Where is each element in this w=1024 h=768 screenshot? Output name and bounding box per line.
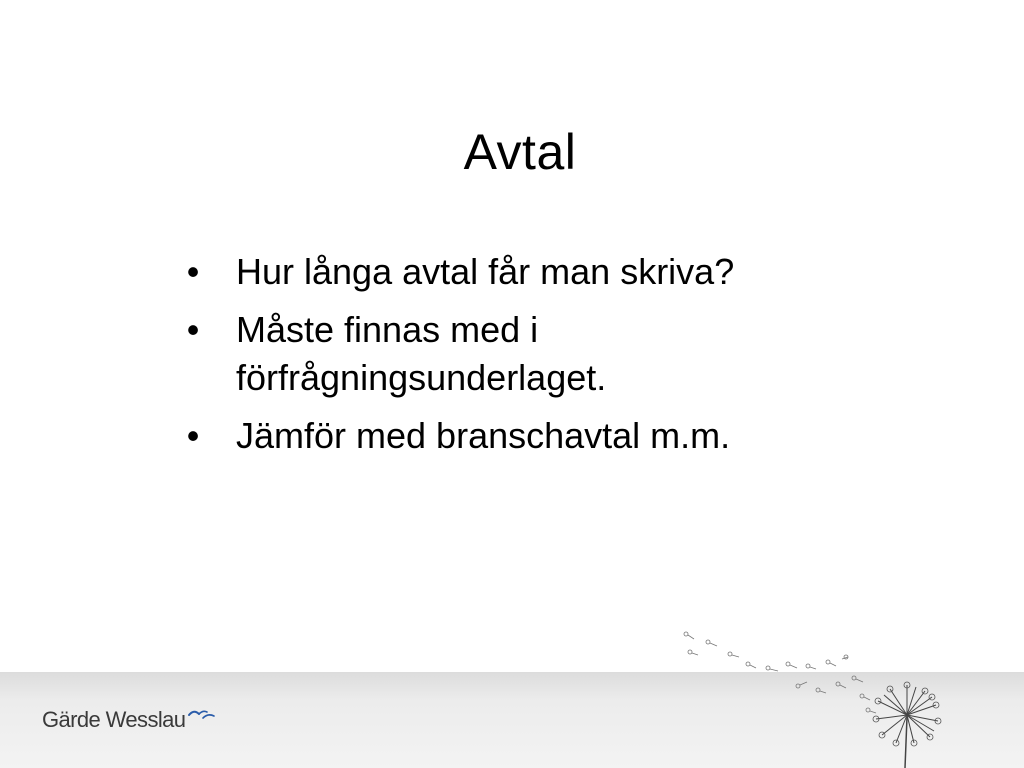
bullet-text: Hur långa avtal får man skriva? [236, 251, 735, 292]
bullet-dot: • [186, 309, 200, 350]
bullet-dot: • [186, 415, 200, 456]
bullet-item [183, 248, 883, 296]
dandelion-icon [670, 625, 970, 768]
bullet-list [183, 248, 883, 470]
company-logo [42, 705, 217, 737]
birds-icon [187, 705, 217, 721]
bullet-text: Måste finnas med i förfrågningsunderlaget. [236, 309, 607, 398]
bullet-dot: • [186, 251, 200, 292]
slide-title: Avtal [463, 124, 577, 180]
bullet-item [183, 306, 883, 402]
logo-text: Gärde Wesslau [42, 707, 186, 732]
bullet-text: Jämför med branschavtal m.m. [236, 415, 731, 456]
bullet-item [183, 412, 883, 460]
